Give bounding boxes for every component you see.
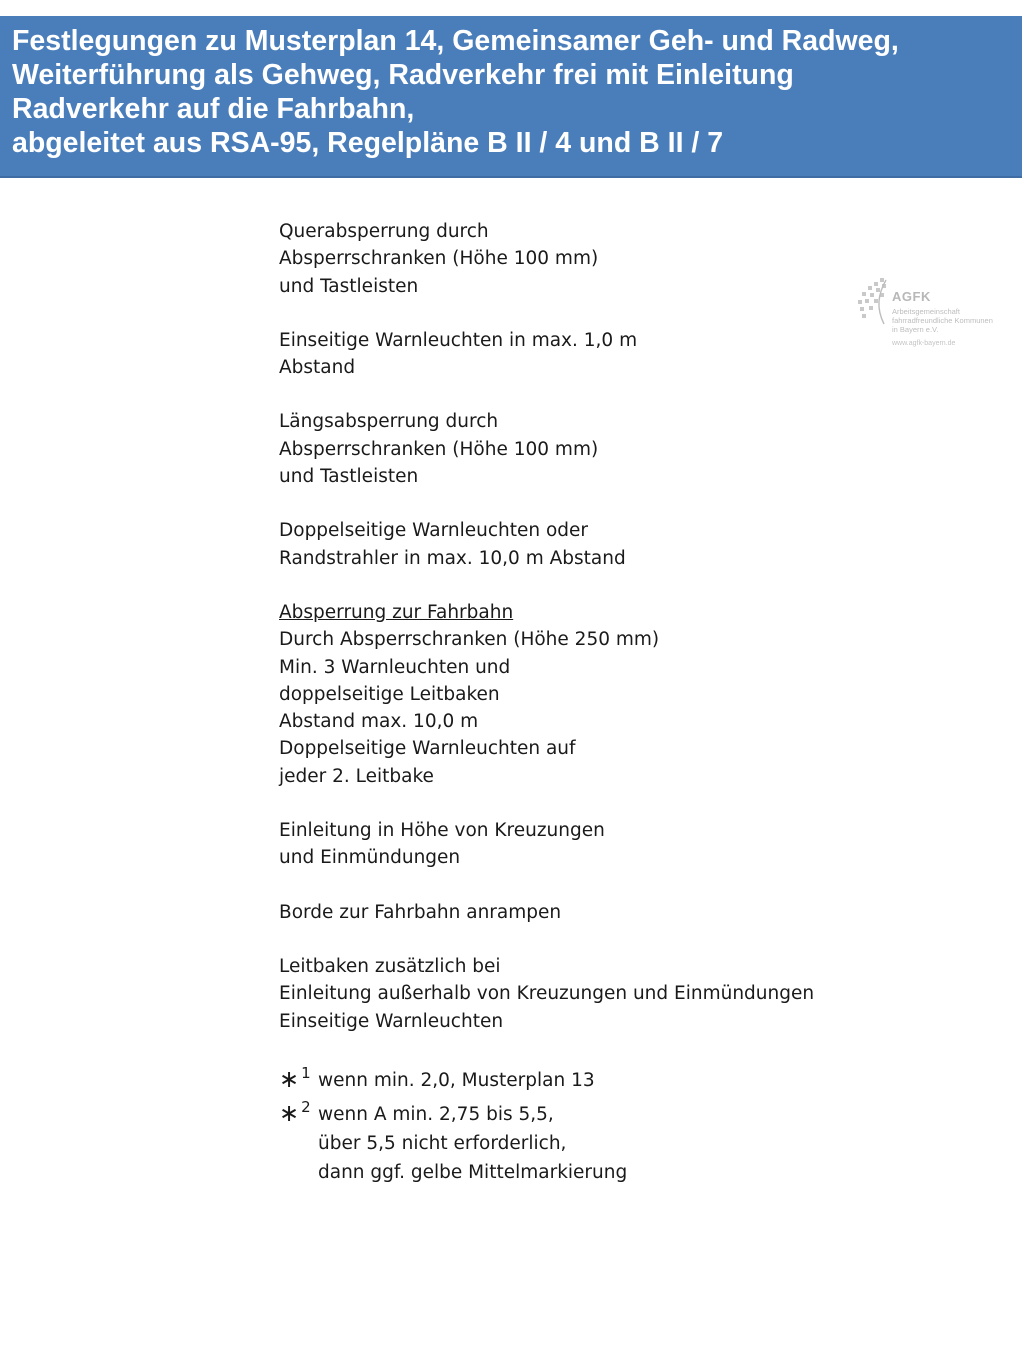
- legend-line: Doppelseitige Warnleuchten auf: [279, 738, 576, 760]
- legend-line: Borde zur Fahrbahn anrampen: [279, 901, 562, 923]
- footnote-marker: [279, 1092, 311, 1128]
- footnote-line: dann ggf. gelbe Mittelmarkierung: [318, 1162, 628, 1183]
- legend-line: Einleitung in Höhe von Kreuzungen: [279, 820, 605, 842]
- footnote-number: 1: [301, 1064, 311, 1082]
- legend-section: [279, 517, 979, 572]
- footnote: [279, 1066, 627, 1095]
- legend-line: Min. 3 Warnleuchten und: [279, 656, 511, 678]
- footnote-text: [318, 1100, 627, 1187]
- legend-line: Einleitung außerhalb von Kreuzungen und Einmündungen: [279, 983, 815, 1005]
- section-heading: Absperrung zur Fahrbahn: [279, 601, 514, 623]
- title-line: Festlegungen zu Musterplan 14, Gemeinsamer Geh- und Radweg,: [12, 25, 899, 57]
- legend-line: und Tastleisten: [279, 466, 419, 488]
- footnote: [279, 1100, 627, 1187]
- legend-line: Doppelseitige Warnleuchten oder: [279, 520, 589, 542]
- footnotes: [279, 1066, 627, 1191]
- legend-line: Durch Absperrschranken (Höhe 250 mm): [279, 629, 660, 651]
- legend-line: Randstrahler in max. 10,0 m Abstand: [279, 547, 626, 569]
- title-line: abgeleitet aus RSA-95, Regelpläne B II / 4 und B II / 7: [12, 127, 724, 159]
- legend-line: Abstand max. 10,0 m: [279, 711, 479, 733]
- footnote-marker: [279, 1058, 311, 1094]
- legend-line: doppelseitige Leitbaken: [279, 683, 500, 705]
- logo-subtitle-line: Arbeitsgemeinschaft: [892, 307, 960, 316]
- legend-section: [279, 953, 979, 1035]
- legend-line: Querabsperrung durch: [279, 221, 489, 242]
- legend-section: [279, 599, 979, 790]
- footnote-line: wenn min. 2,0, Musterplan 13: [318, 1070, 595, 1091]
- legend-line: Einseitige Warnleuchten: [279, 1010, 504, 1032]
- title-banner: [0, 16, 1022, 178]
- legend-line: jeder 2. Leitbake: [279, 765, 434, 787]
- legend-line: und Einmündungen: [279, 847, 461, 869]
- legend-section: [279, 218, 979, 300]
- legend-section: [279, 899, 979, 926]
- logo-name: AGFK: [892, 289, 931, 304]
- legend-line: Absperrschranken (Höhe 100 mm): [279, 248, 599, 270]
- logo-subtitle-line: fahrradfreundliche Kommunen: [892, 316, 993, 325]
- footnote-text: [318, 1066, 627, 1095]
- legend-line: Abstand: [279, 357, 356, 379]
- legend-line: Leitbaken zusätzlich bei: [279, 955, 501, 977]
- legend-line: Einseitige Warnleuchten in max. 1,0 m: [279, 329, 638, 351]
- footnote-number: 2: [301, 1098, 311, 1116]
- title-line: Radverkehr auf die Fahrbahn,: [12, 93, 415, 125]
- logo-subtitle-line: in Bayern e.V.: [892, 325, 939, 334]
- legend-section: [279, 408, 979, 490]
- asterisk-symbol: ∗: [279, 1099, 300, 1127]
- legend-section: [279, 817, 979, 872]
- footnote-line: über 5,5 nicht erforderlich,: [318, 1133, 567, 1154]
- legend-line: Absperrschranken (Höhe 100 mm): [279, 438, 599, 460]
- legend-line: Längsabsperrung durch: [279, 411, 499, 433]
- legend-text: [279, 218, 979, 1062]
- logo-url: www.agfk-bayern.de: [892, 340, 956, 347]
- asterisk-symbol: ∗: [279, 1065, 300, 1093]
- legend-line: und Tastleisten: [279, 275, 419, 297]
- title-line: Weiterführung als Gehweg, Radverkehr frei mit Einleitung: [12, 59, 794, 91]
- footnote-line: wenn A min. 2,75 bis 5,5,: [318, 1104, 554, 1125]
- legend-section: [279, 327, 979, 382]
